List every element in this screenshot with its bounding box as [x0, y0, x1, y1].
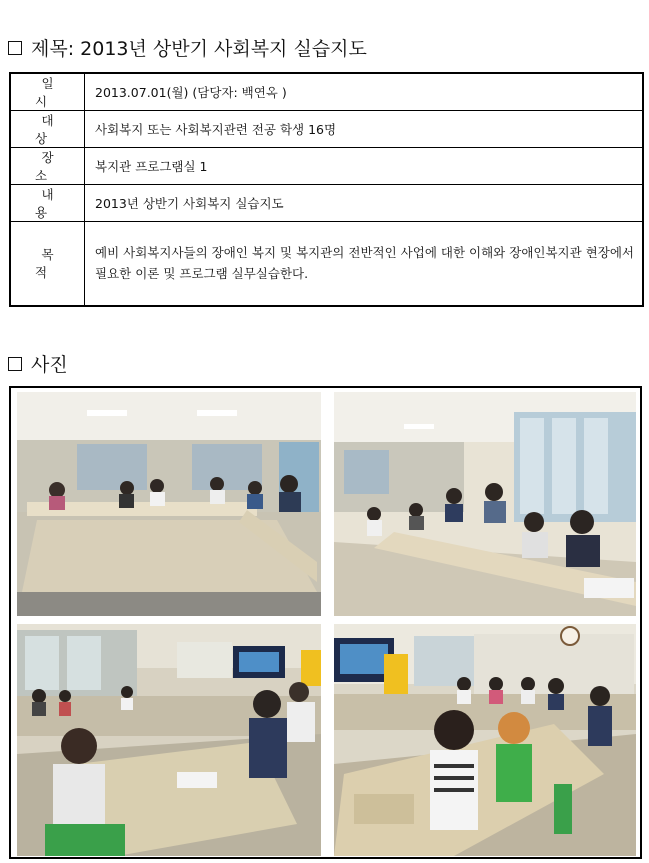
photo-classroom-2 — [334, 392, 636, 616]
info-row-date — [10, 73, 643, 111]
info-row-content — [10, 185, 643, 222]
document-title — [8, 34, 367, 61]
info-label-purpose: 목 적 — [10, 222, 85, 306]
photo-grid — [9, 386, 642, 859]
info-value-place: 복지관 프로그램실 1 — [85, 148, 644, 185]
info-value-content: 2013년 상반기 사회복지 실습지도 — [85, 185, 644, 222]
info-row-target — [10, 111, 643, 148]
info-label-target: 대 상 — [10, 111, 85, 148]
photo-classroom-4 — [334, 624, 636, 856]
photo-section-heading-text: 사진 — [31, 354, 68, 376]
info-value-date: 2013.07.01(월) (담당자: 백연옥 ) — [85, 73, 644, 111]
info-label-place: 장 소 — [10, 148, 85, 185]
info-row-place — [10, 148, 643, 185]
square-bullet-icon — [8, 357, 22, 371]
document-title-text: 제목: 2013년 상반기 사회복지 실습지도 — [31, 38, 367, 60]
info-row-purpose — [10, 222, 643, 306]
photo-section-heading — [8, 350, 68, 377]
info-label-content: 내 용 — [10, 185, 85, 222]
square-bullet-icon — [8, 41, 22, 55]
info-value-purpose: 예비 사회복지사들의 장애인 복지 및 복지관의 전반적인 사업에 대한 이해와 장애인복지관 현장에서 필요한 이론 및 프로그램 실무실습한다. — [85, 222, 644, 306]
info-value-target: 사회복지 또는 사회복지관련 전공 학생 16명 — [85, 111, 644, 148]
info-table — [9, 72, 644, 307]
photo-classroom-3 — [17, 624, 321, 856]
info-label-date: 일 시 — [10, 73, 85, 111]
photo-classroom-1 — [17, 392, 321, 616]
